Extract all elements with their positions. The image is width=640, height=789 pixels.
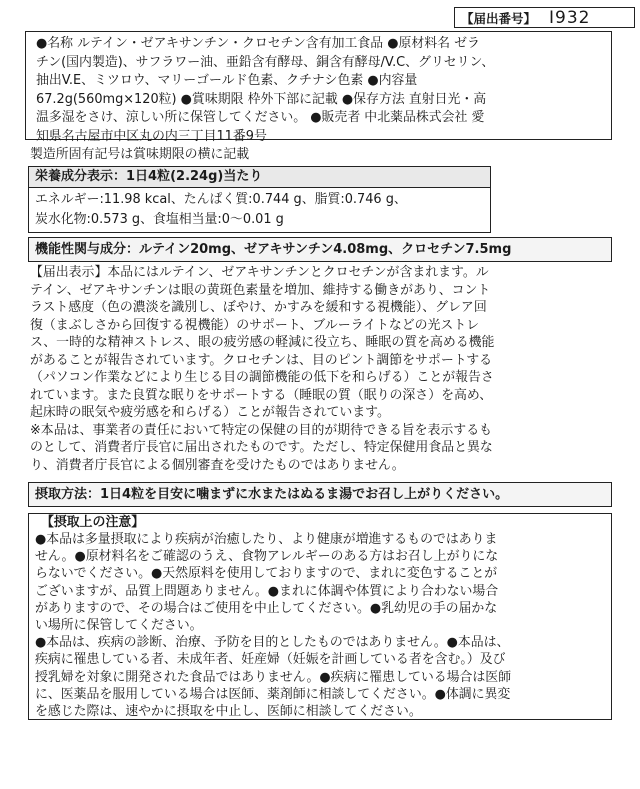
product-info-box <box>25 31 612 144</box>
notification-line: があることが報告されています。クロセチンは、目のピント調節をサポートする <box>30 352 492 368</box>
notification-line: テイン、ゼアキサンチンは眼の黄斑色素量を増加、維持する働きがあり、コント <box>30 282 491 298</box>
nutrition-line: エネルギー:11.98 kcal、たんぱく質:0.744 g、脂質:0.746 g、 <box>35 192 407 207</box>
notification-line: ス、一時的な精神ストレス、眼の疲労感の軽減に役立ち、睡眠の質を高める機能 <box>30 335 495 350</box>
notification-line: ※本品は、事業者の責任において特定の保健の目的が期待できる旨を表示するも <box>30 422 492 438</box>
product-info-line: 抽出V.E、ミツロウ、マリーゴールド色素、クチナシ色素 ●内容量 <box>36 73 418 88</box>
intake-method-box: 摂取方法：1日4粒を目安に噛まずに水またはぬるま湯でお召し上がりください。 <box>28 482 612 507</box>
caution-line: ●本品は、疾病の診断、治療、予防を目的としたものではありません。●本品は、 <box>35 635 510 651</box>
notification-line: り、消費者庁長官による個別審査を受けたものではありません。 <box>30 457 405 473</box>
registration-number: I932 <box>549 7 591 28</box>
caution-line: ございますが、品質上問題ありません。●まれに体調や体質により合わない場合 <box>35 583 499 599</box>
caution-line: 授乳婦を対象に開発された食品ではありません。●疾病に罹患している場合は医師 <box>35 669 512 685</box>
cautions-heading: 【摂取上の注意】 <box>41 515 145 530</box>
caution-line: せん。●原材料名をご確認のうえ、食物アレルギーのある方はお召し上がりにな <box>35 549 499 565</box>
caution-line: らないでください。●天然原料を使用しておりますので、まれに変色することが <box>35 566 498 582</box>
registration-label: 【届出番号】 <box>461 10 537 26</box>
functional-ingredient-box: 機能性関与成分：ルテイン20mg、ゼアキサンチン4.08mg、クロセチン7.5mg <box>28 237 612 262</box>
notification-line: （パソコン作業などにより生じる目の調節機能の低下を和らげる）ことが報告さ <box>30 370 494 385</box>
product-info-line: チン(国内製造)、サフラワー油、亜鉛含有酵母、銅含有酵母/V.C、グリセリン、 <box>36 54 495 70</box>
registration-number-box <box>454 7 635 28</box>
caution-line: に、医薬品を服用している場合は医師、薬剤師に相談してください。●体調に異変 <box>35 686 511 702</box>
nutrition-heading: 栄養成分表示：1日4粒(2.24g)当たり <box>29 167 490 188</box>
notification-line: 【届出表示】本品にはルテイン、ゼアキサンチンとクロセチンが含まれます。ル <box>30 265 489 280</box>
product-info-line: ●名称 ルテイン・ゼアキサンチン・クロセチン含有加工食品 ●原材料名 ゼラ <box>36 36 480 51</box>
caution-line: い場所に保管してください。 <box>35 618 203 634</box>
caution-line: ●本品は多量摂取により疾病が治癒したり、より健康が増進するものではありま <box>35 532 498 547</box>
notification-line: 起床時の眠気や疲労感を和らげる）ことが報告されています。 <box>30 405 390 420</box>
caution-line: を感じた際は、速やかに摂取を中止し、医師に相談してください。 <box>35 704 422 720</box>
product-info-line: 温多湿をさけ、涼しい所に保管してください。 ●販売者 中北薬品株式会社 愛 <box>36 110 485 125</box>
notification-line: ラスト感度（色の濃淡を識別し、ぼやけ、かすみを緩和する視機能）、グレア回 <box>30 300 487 315</box>
caution-line: がありますので、その場合はご使用を中止してください。●乳幼児の手の届かな <box>35 600 498 616</box>
caution-line: 疾病に罹患している者、未成年者、妊産婦（妊娠を計画している者を含む。）及び <box>35 652 506 668</box>
notification-line: れています。また良質な眠りをサポートする（睡眠の質（眠りの深さ）を高め、 <box>30 387 493 403</box>
product-info-line: 知県名古屋市中区丸の内三丁目11番9号 <box>36 128 267 144</box>
cautions-box <box>28 513 612 720</box>
notification-line: のとして、消費者庁長官に届出されたものです。ただし、特定保健用食品と異な <box>30 440 493 455</box>
nutrition-body <box>29 188 490 230</box>
nutrition-line: 炭水化物:0.573 g、食塩相当量:0～0.01 g <box>35 212 284 227</box>
notification-text <box>30 264 612 474</box>
product-info-line: 67.2g(560mg×120粒) ●賞味期限 枠外下部に記載 ●保存方法 直射日光・高 <box>36 91 487 107</box>
notification-line: 復（まぶしさから回復する視機能）のサポート、ブルーライトなどの光ストレ <box>30 317 480 333</box>
nutrition-box <box>28 166 491 233</box>
manufacturer-note: 製造所固有記号は賞味期限の横に記載 <box>30 147 250 162</box>
